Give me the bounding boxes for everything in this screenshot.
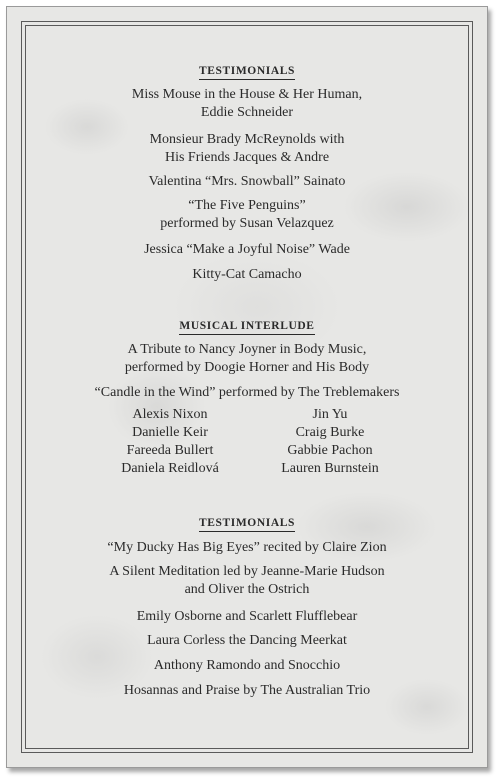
performer-name: Jin Yu: [312, 407, 348, 422]
performer-name: Danielle Keir: [132, 425, 208, 440]
section-musical-interlude: [7, 316, 487, 335]
item-line: Hosannas and Praise by The Australian Trio: [123, 683, 371, 698]
section-heading: TESTIMONIALS: [199, 516, 295, 532]
performer-name: Lauren Burnstein: [281, 461, 379, 476]
item-line: His Friends Jacques & Andre: [164, 150, 330, 165]
program-item: [7, 632, 487, 650]
item-line: Valentina “Mrs. Snowball” Sainato: [148, 174, 346, 189]
program-item: [7, 657, 487, 675]
performer-name: Gabbie Pachon: [287, 443, 373, 458]
item-line: “The Five Penguins”: [188, 198, 306, 213]
program-item: [7, 341, 487, 377]
program-item: [7, 539, 487, 557]
performer-name: Daniela Reidlová: [121, 461, 219, 476]
item-line: and Oliver the Ostrich: [184, 582, 310, 597]
item-line: “Candle in the Wind” performed by The Treblemakers: [94, 385, 400, 400]
program-item: [7, 131, 487, 167]
performer-name: Alexis Nixon: [132, 407, 208, 422]
program-item: [7, 563, 487, 599]
program-item: [7, 86, 487, 122]
item-line: Emily Osborne and Scarlett Flufflebear: [136, 609, 358, 624]
item-line: Jessica “Make a Joyful Noise” Wade: [144, 242, 350, 257]
program-item: [7, 241, 487, 259]
item-line: Kitty-Cat Camacho: [192, 267, 302, 282]
item-line: Eddie Schneider: [200, 105, 294, 120]
item-line: Miss Mouse in the House & Her Human,: [131, 87, 363, 102]
item-line: performed by Doogie Horner and His Body: [124, 360, 370, 375]
item-line: performed by Susan Velazquez: [160, 216, 334, 231]
item-line: “My Ducky Has Big Eyes” recited by Claire Zion: [107, 540, 387, 555]
program-item: [7, 173, 487, 191]
performer-names-left: [95, 406, 245, 478]
section-testimonials-1: [7, 61, 487, 80]
item-line: Laura Corless the Dancing Meerkat: [147, 633, 347, 648]
performer-name: Craig Burke: [295, 425, 365, 440]
item-line: Anthony Ramondo and Snocchio: [153, 658, 341, 673]
program-item: [7, 384, 487, 402]
section-testimonials-2: [7, 513, 487, 532]
item-line: A Tribute to Nancy Joyner in Body Music,: [127, 342, 367, 357]
section-heading: MUSICAL INTERLUDE: [179, 319, 314, 335]
program-item: [7, 197, 487, 233]
program-item: [7, 266, 487, 284]
item-line: A Silent Meditation led by Jeanne-Marie Hudson: [109, 564, 385, 579]
program-page: [6, 6, 488, 768]
performer-names-right: [255, 406, 405, 478]
performer-name: Fareeda Bullert: [126, 443, 214, 458]
section-heading: TESTIMONIALS: [199, 64, 295, 80]
program-item: [7, 608, 487, 626]
item-line: Monsieur Brady McReynolds with: [149, 132, 345, 147]
program-item: [7, 682, 487, 700]
